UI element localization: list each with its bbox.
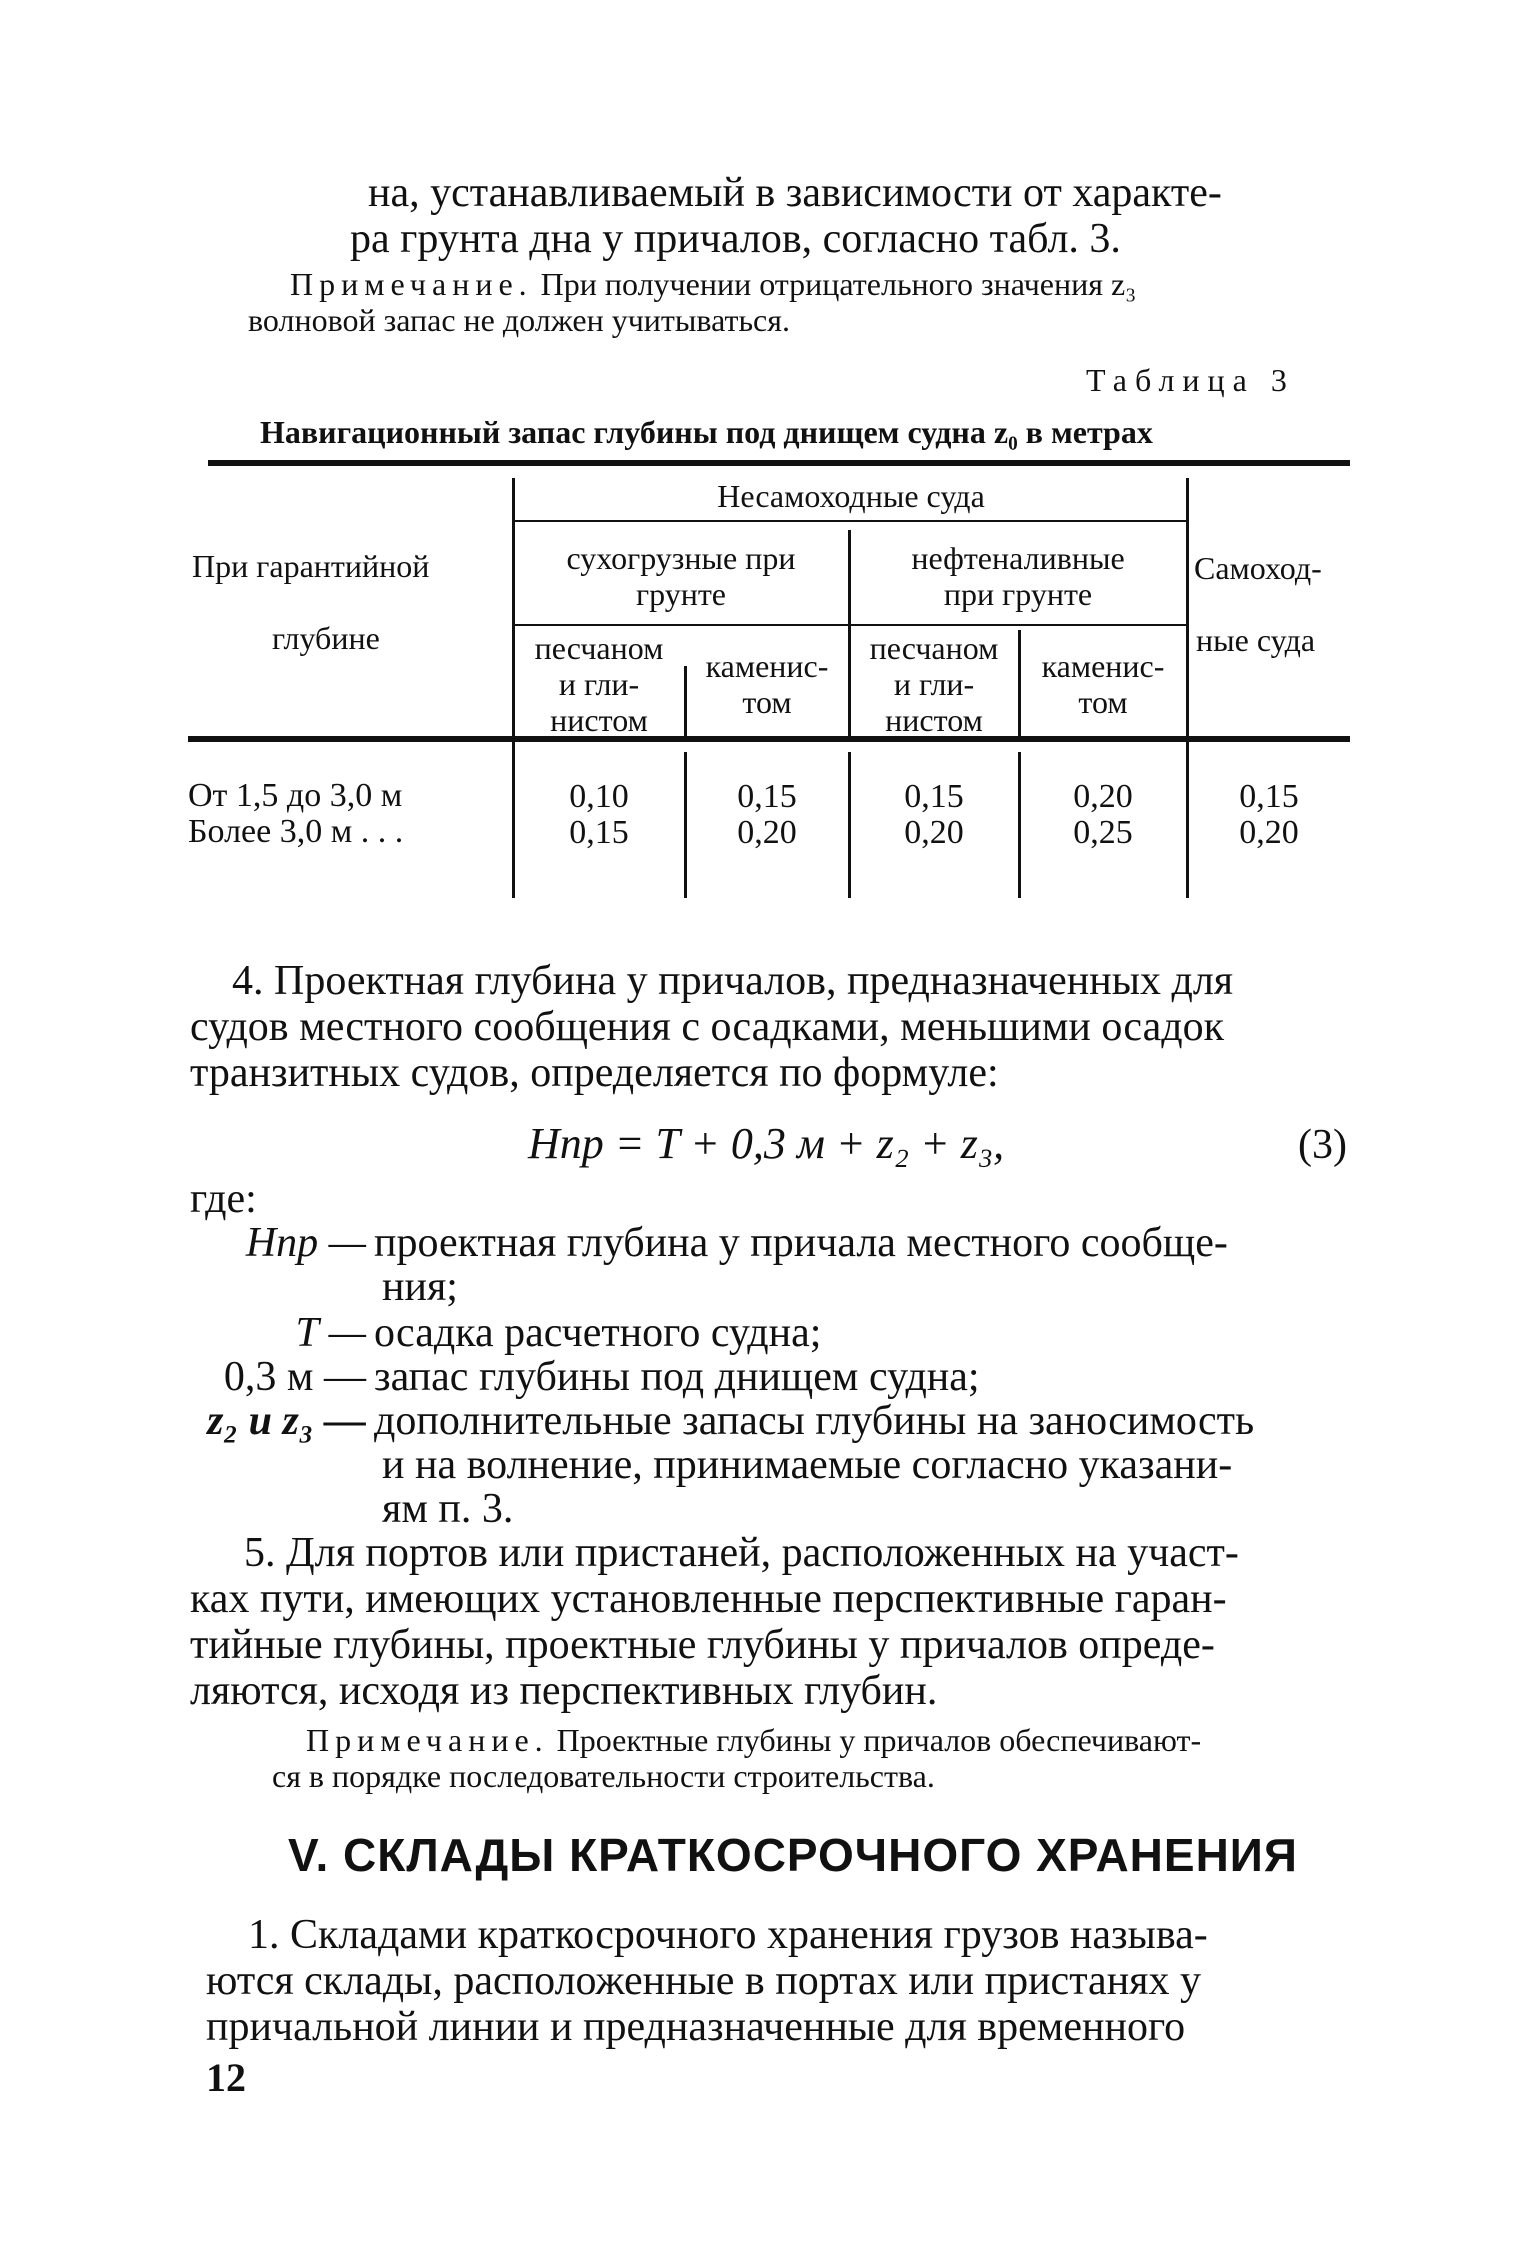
section-para-1-line-1: 1. Складами краткосрочного хранения грузов называ-	[248, 1912, 1208, 1958]
row-1-self: 0,15	[1239, 778, 1299, 815]
row-2-dry-sand: 0,15	[569, 814, 629, 851]
def-term-hpr: Hпр —	[245, 1220, 366, 1266]
intro-line-2: ра грунта дна у причалов, согласно табл. 3.	[350, 216, 1121, 262]
row-2-self: 0,20	[1239, 814, 1299, 851]
group-header: Несамоходные суда	[717, 478, 985, 514]
def-desc-z-line-3: ям п. 3.	[382, 1486, 514, 1532]
oil-header-line-1: нефтеналивные	[911, 540, 1125, 576]
dry-header-line-2: грунте	[635, 576, 726, 612]
section-para-1-line-2: ются склады, расположенные в портах или пристанях у	[206, 1958, 1201, 2004]
oil-sand-line-3: нистом	[885, 702, 983, 738]
section-para-1-line-3: причальной линии и предназначенные для временного	[206, 2004, 1186, 2050]
stub-header-line-2: глубине	[272, 620, 380, 656]
para-5-line-4: ляются, исходя из перспективных глубин.	[190, 1668, 938, 1714]
para-5-line-1: 5. Для портов или пристаней, расположенных на участ-	[244, 1530, 1239, 1576]
table-number: Таблица 3	[1086, 362, 1295, 398]
para-4-line-3: транзитных судов, определяется по формуле:	[190, 1050, 999, 1096]
dry-stone-line-2: том	[742, 684, 792, 720]
dry-stone-line-1: каменис-	[705, 648, 829, 684]
formula-number: (3)	[1298, 1122, 1347, 1168]
note-1-text: При получении отрицательного значения z₃	[540, 266, 1137, 302]
def-desc-hpr-line-2: ния;	[382, 1264, 458, 1310]
row-2-oil-stone: 0,25	[1073, 814, 1133, 851]
def-term-t: T —	[295, 1310, 366, 1356]
oil-sand-line-1: песчаном	[869, 630, 999, 666]
note-2-line-1	[306, 1724, 1201, 1756]
def-desc-z-line-2: и на волнение, принимаемые согласно указани-	[382, 1442, 1233, 1488]
note-2-text: Проектные глубины у причалов обеспечивают-	[556, 1722, 1202, 1758]
page-number: 12	[206, 2055, 246, 2100]
oil-stone-line-2: том	[1078, 684, 1128, 720]
oil-sand-line-2: и гли-	[893, 666, 975, 702]
self-header-line-1: Самоход-	[1194, 550, 1322, 586]
def-term-z: z₂ и z₃ —	[207, 1398, 366, 1444]
row-1-oil-sand: 0,15	[904, 778, 964, 815]
note-2-label: Примечание.	[306, 1722, 549, 1758]
where-label: где:	[190, 1176, 257, 1222]
dry-header-line-1: сухогрузные при	[566, 540, 796, 576]
def-desc-z-line-1: дополнительные запасы глубины на заносимость	[374, 1398, 1255, 1444]
table-caption: Навигационный запас глубины под днищем судна z₀ в метрах	[260, 414, 1153, 450]
row-2-dry-stone: 0,20	[737, 814, 797, 851]
table-hline-group	[514, 520, 1188, 522]
row-2-label: Более 3,0 м . . .	[188, 813, 404, 850]
note-2-line-2: ся в порядке последовательности строительства.	[272, 1758, 935, 1794]
table-header-rule	[188, 736, 1350, 742]
dry-sand-line-1: песчаном	[534, 630, 664, 666]
row-1-label: От 1,5 до 3,0 м	[188, 777, 403, 814]
para-5-line-3: тийные глубины, проектные глубины у причалов опреде-	[190, 1622, 1215, 1668]
self-header-line-2: ные суда	[1196, 622, 1316, 658]
table-hline-sub	[514, 624, 1188, 626]
para-4-line-2: судов местного сообщения с осадками, меньшими осадок	[190, 1004, 1224, 1050]
row-1-dry-stone: 0,15	[737, 778, 797, 815]
intro-line-1: на, устанавливаемый в зависимости от характе-	[368, 170, 1222, 216]
def-desc-t: осадка расчетного судна;	[374, 1310, 822, 1356]
def-term-03: 0,3 м —	[223, 1354, 366, 1400]
formula: Hпр = T + 0,3 м + z₂ + z₃,	[528, 1119, 1005, 1168]
dry-sand-line-3: нистом	[550, 702, 648, 738]
def-desc-hpr-line-1: проектная глубина у причала местного сообще-	[374, 1220, 1228, 1266]
table-top-rule	[208, 460, 1350, 466]
note-1-label: Примечание.	[290, 266, 533, 302]
oil-header-line-2: при грунте	[943, 576, 1093, 612]
section-title: V. СКЛАДЫ КРАТКОСРОЧНОГО ХРАНЕНИЯ	[288, 1829, 1298, 1881]
oil-stone-line-1: каменис-	[1041, 648, 1165, 684]
note-1-line-2: волновой запас не должен учитываться.	[248, 302, 790, 338]
row-2-oil-sand: 0,20	[904, 814, 964, 851]
def-desc-03: запас глубины под днищем судна;	[374, 1354, 980, 1400]
para-4-line-1: 4. Проектная глубина у причалов, предназначенных для	[232, 958, 1234, 1004]
dry-sand-line-2: и гли-	[558, 666, 640, 702]
row-1-dry-sand: 0,10	[569, 778, 629, 815]
row-1-oil-stone: 0,20	[1073, 778, 1133, 815]
para-5-line-2: ках пути, имеющих установленные перспективные гаран-	[190, 1576, 1227, 1622]
stub-header-line-1: При гарантийной	[192, 548, 430, 584]
note-1-line-1	[290, 268, 1136, 300]
